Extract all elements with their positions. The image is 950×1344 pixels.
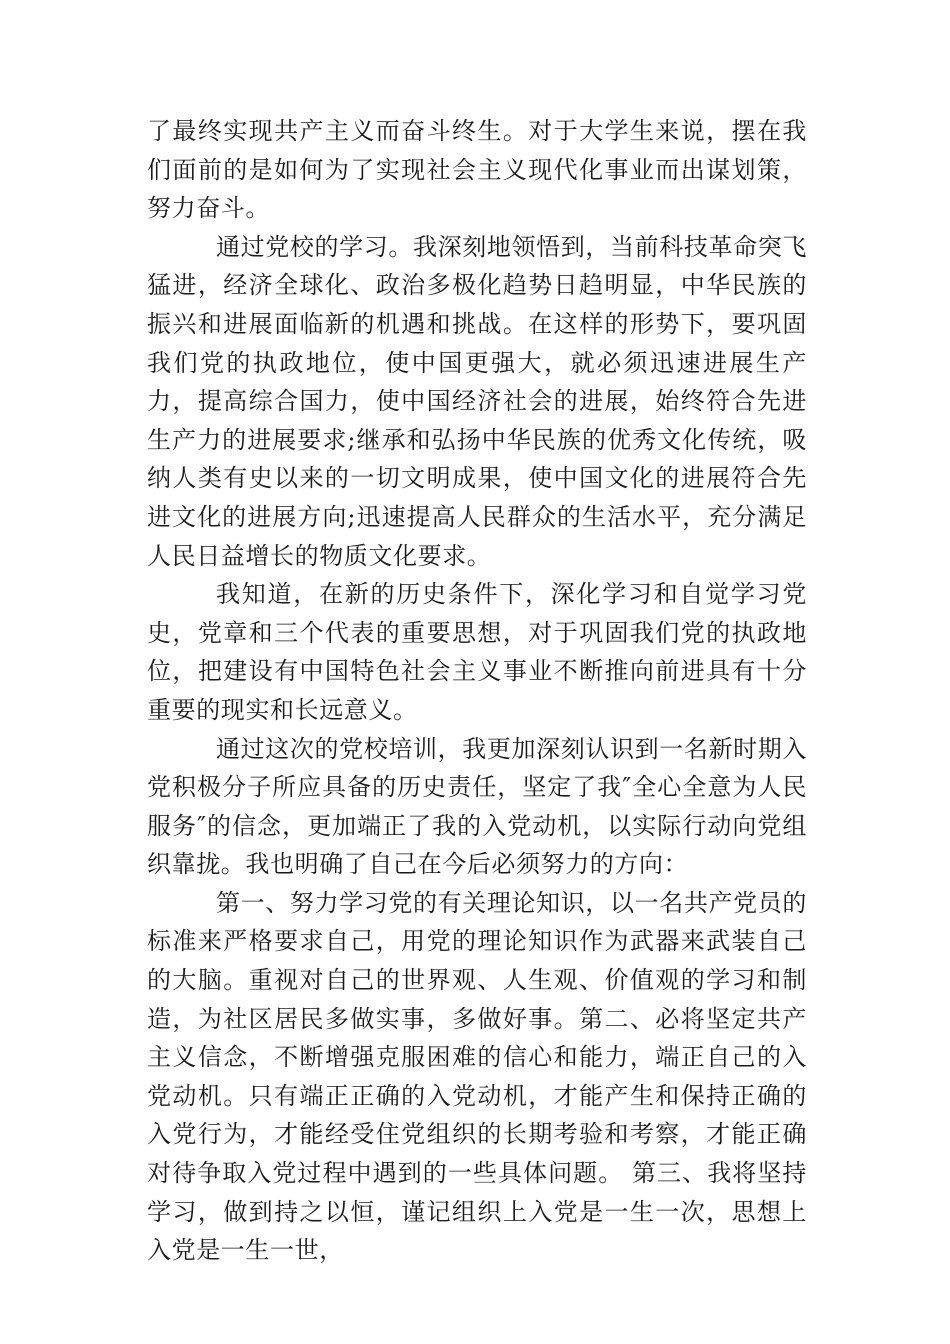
paragraph-5: 第一、努力学习党的有关理论知识，以一名共产党员的标准来严格要求自己，用党的理论知识作为武器来武装自己的大脑。重视对自己的世界观、人生观、价值观的学习和制造，为社区居民多做实事，多做好事。第二、必将坚定共产主义信念，不断增强克服困难的信心和能力，端正自己的入党动机。只有端正正确的入党动机，才能产生和保持正确的入党行为，才能经受住党组织的长期考验和考察，才能正确对待争取入党过程中遇到的一些具体问题。 第三、我将坚持学习，做到持之以恒，谨记组织上入党是一生一次，思想上入党是一生一世， <box>147 888 807 1265</box>
paragraph-2: 通过党校的学习。我深刻地领悟到，当前科技革命突飞猛进，经济全球化、政治多极化趋势日趋明显，中华民族的振兴和进展面临新的机遇和挑战。在这样的形势下，要巩固我们党的执政地位，使中国更强大，就必须迅速进展生产力，提高综合国力，使中国经济社会的进展，始终符合先进生产力的进展要求;继承和弘扬中华民族的优秀文化传统，吸纳人类有史以来的一切文明成果，使中国文化的进展符合先进文化的进展方向;迅速提高人民群众的生活水平，充分满足人民日益增长的物质文化要求。 <box>147 232 807 570</box>
paragraph-1: 了最终实现共产主义而奋斗终生。对于大学生来说，摆在我们面前的是如何为了实现社会主义现代化事业而出谋划策，努力奋斗。 <box>147 117 807 223</box>
document-body <box>147 112 807 1270</box>
paragraph-3: 我知道，在新的历史条件下，深化学习和自觉学习党史，党章和三个代表的重要思想，对于巩固我们党的执政地位，把建设有中国特色社会主义事业不断推向前进具有十分重要的现实和长远意义。 <box>147 580 807 724</box>
paragraph-4: 通过这次的党校培训，我更加深刻认识到一名新时期入党积极分子所应具备的历史责任，坚定了我″全心全意为人民服务″的信念，更加端正了我的入党动机，以实际行动向党组织靠拢。我也明确了自己在今后必须努力的方向： <box>147 734 807 879</box>
